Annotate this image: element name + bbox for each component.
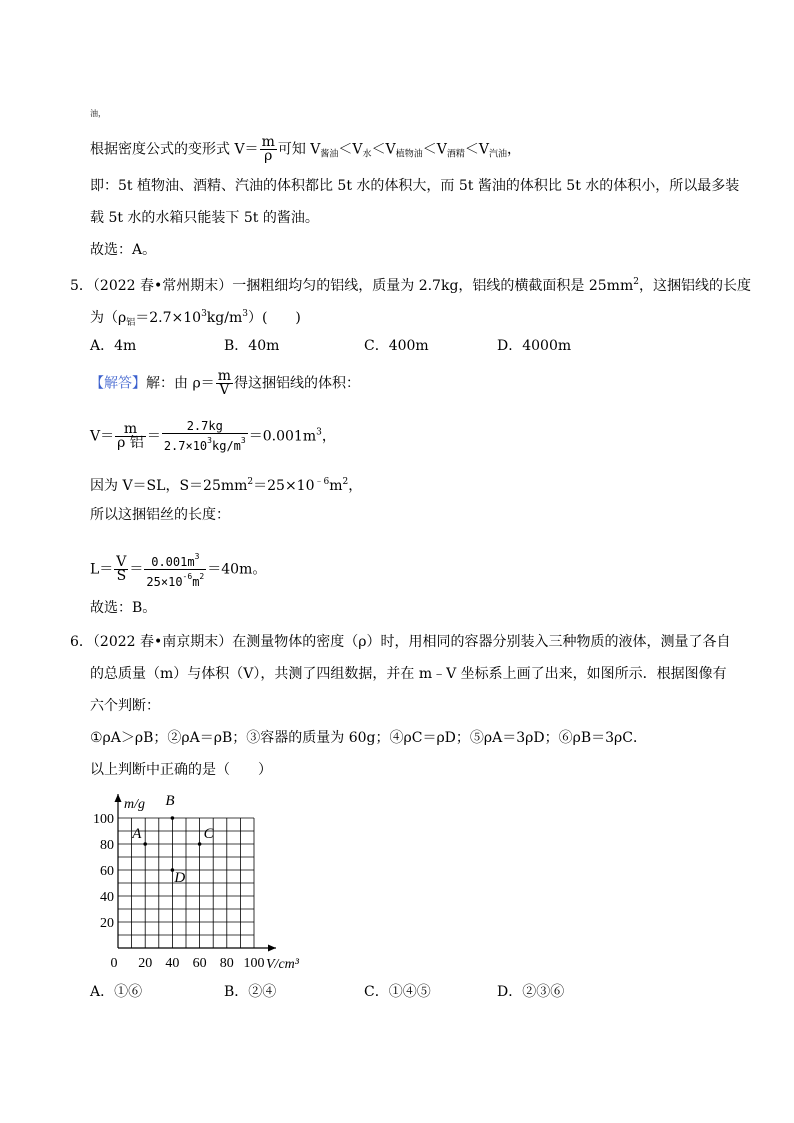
q5-text: ＝2.7×10 — [135, 310, 202, 326]
q5-option-b[interactable]: B．40m — [224, 338, 280, 354]
equals-sign: ＝ — [146, 428, 161, 445]
less-than: ＜V — [422, 141, 447, 158]
x-axis-label: V/cm³ — [266, 957, 299, 972]
fraction-numerator: 2.7kg — [162, 420, 248, 434]
superscript: 3 — [242, 309, 248, 319]
area-text: ＝25×10 — [253, 478, 315, 494]
less-than: ＜V — [338, 141, 363, 158]
solution-text: 解：由 ρ＝ — [146, 375, 215, 392]
point-a — [143, 842, 147, 846]
point-label-a: A — [132, 826, 142, 842]
q5-text: 5．（2022 春•常州期末）一捆粗细均匀的铝线，质量为 2.7kg，铝线的横截面积是 25mm — [70, 278, 634, 294]
less-than: ＜V — [464, 141, 489, 158]
top-fragment: 油， — [90, 109, 106, 118]
point-label-b: B — [165, 793, 175, 809]
y-axis-label: m/g — [124, 797, 145, 812]
q5-unit: kg/m — [206, 310, 243, 326]
q6-line-2: 的总质量（m）与体积（V），共测了四组数据，并在 m﹣V 坐标系上画了出来，如图所示．根据图像有 — [90, 666, 727, 682]
x-axis-arrow — [268, 945, 276, 952]
superscript: 3 — [201, 309, 207, 319]
superscript: 3 — [207, 436, 212, 445]
subscript-gasoline: 汽油 — [488, 149, 507, 160]
denominator-text: 25×10 — [146, 575, 183, 589]
denominator-unit: kg/m — [212, 439, 241, 453]
q5-text: 为（ρ — [90, 310, 127, 326]
numeric-fraction — [144, 550, 206, 589]
fraction-denominator: ρ 铝 — [117, 435, 144, 451]
q6-option-c[interactable]: C．①④⑤ — [364, 984, 431, 1000]
x-tick-label: 40 — [165, 956, 180, 971]
v-over-s — [114, 556, 128, 583]
q6-option-b[interactable]: B．②④ — [224, 984, 277, 1000]
equation-text: L＝ — [90, 561, 114, 578]
fraction-denominator — [144, 570, 206, 589]
q6-line-3: 六个判断： — [90, 698, 160, 714]
y-tick-label: 100 — [93, 812, 114, 827]
fraction-denominator: V — [219, 382, 230, 398]
fraction-numerator: m — [115, 423, 146, 437]
superscript: 2 — [342, 477, 349, 487]
denominator-unit: m — [192, 575, 200, 589]
fraction-numerator: m — [217, 368, 231, 384]
formula-line — [90, 136, 521, 165]
point-b — [171, 816, 175, 820]
x-tick-label: 80 — [219, 956, 234, 971]
equation-end: ， — [321, 428, 336, 445]
fraction-denominator — [162, 434, 248, 453]
q6-line-1: 6．（2022 春•南京期末）在测量物体的密度（ρ）时，用相同的容器分别装入三种物质的液体，测量了各自 — [70, 634, 731, 650]
fraction-numerator — [144, 550, 206, 570]
equation-result: ＝40m。 — [207, 561, 267, 578]
x-tick-label: 0 — [110, 956, 118, 971]
area-end: ， — [348, 478, 363, 494]
q6-option-d[interactable]: D．②③⑥ — [497, 984, 565, 1000]
fraction-numerator: V — [116, 554, 127, 570]
q5-option-c[interactable]: C．400m — [364, 338, 429, 354]
solution-tag: 【解答】 — [90, 375, 146, 392]
area-unit: m — [329, 478, 343, 494]
area-line — [90, 472, 362, 496]
solution-5-line-1 — [90, 370, 360, 397]
q5-line-1 — [70, 272, 751, 296]
fraction-denominator: ρ — [264, 148, 273, 164]
q5-option-a[interactable]: A．4m — [90, 338, 137, 354]
equals-sign: ＝ — [129, 561, 144, 578]
equation-result: ＝0.001m — [248, 428, 317, 445]
q5-line-2 — [90, 304, 301, 333]
superscript: ﹣6 — [314, 477, 330, 487]
formula-end: ， — [506, 141, 521, 158]
subscript-al: 铝 — [126, 318, 136, 328]
point-label-c: C — [203, 826, 214, 842]
q6-option-a[interactable]: A．①⑥ — [90, 984, 143, 1000]
formula-mid: 可知 V — [277, 141, 321, 158]
y-tick-label: 60 — [100, 864, 114, 879]
y-axis-arrow — [115, 794, 122, 802]
graph-ticks — [93, 812, 265, 971]
subscript-water: 水 — [362, 149, 372, 160]
x-tick-label: 60 — [192, 956, 207, 971]
superscript: -6 — [182, 572, 193, 581]
x-tick-label: 20 — [138, 956, 153, 971]
numeric-fraction — [162, 420, 248, 453]
answer-q4: 故选：A。 — [90, 242, 157, 258]
formula-prefix: 根据密度公式的变形式 V＝ — [90, 141, 259, 158]
point-label-d: D — [174, 870, 186, 886]
fraction-numerator: m — [261, 134, 275, 150]
subscript-soy: 酱油 — [320, 149, 339, 160]
q5-text-end: ，这捆铝线的长度 — [638, 278, 751, 294]
x-tick-label: 100 — [243, 956, 265, 971]
q6-question: 以上判断中正确的是（ ） — [90, 762, 272, 778]
subscript-veg-oil: 植物油 — [395, 149, 423, 160]
area-text: 因为 V＝SL，S＝25mm — [90, 478, 248, 494]
superscript: 3 — [316, 427, 322, 438]
q5-blank: ）( ) — [247, 310, 301, 326]
numerator-text: 0.001m — [151, 555, 195, 569]
m-v-graph — [80, 784, 340, 974]
superscript: 2 — [199, 572, 205, 581]
superscript: 3 — [194, 552, 200, 561]
denominator-text: 2.7×10 — [163, 439, 208, 453]
length-equation — [90, 550, 266, 589]
superscript: 2 — [633, 277, 639, 287]
point-c — [198, 842, 202, 846]
length-intro: 所以这捆铝丝的长度： — [90, 507, 230, 523]
less-than: ＜V — [371, 141, 396, 158]
superscript: 2 — [247, 477, 254, 487]
y-tick-label: 80 — [100, 838, 114, 853]
equation-text: V＝ — [90, 428, 115, 445]
q5-option-d[interactable]: D．4000m — [497, 338, 572, 354]
solution-text: 得这捆铝线的体积： — [233, 375, 360, 392]
mass-over-density — [115, 423, 146, 450]
volume-equation — [90, 420, 336, 453]
subscript-alcohol: 酒精 — [446, 149, 465, 160]
explain-line-2: 载 5t 水的水箱只能装下 5t 的酱油。 — [90, 210, 319, 226]
fraction-denominator: S — [116, 568, 127, 584]
answer-q5: 故选：B。 — [90, 600, 157, 616]
formula-fraction — [260, 136, 277, 163]
y-tick-label: 20 — [100, 916, 114, 931]
superscript: 3 — [240, 436, 246, 445]
explain-line-1: 即：5t 植物油、酒精、汽油的体积都比 5t 水的体积大，而 5t 酱油的体积比 5t 水的体积小，所以最多装 — [90, 178, 740, 194]
q6-judgements: ①ρA＞ρB；②ρA＝ρB；③容器的质量为 60g；④ρC＝ρD；⑤ρA＝3ρD；⑥ρB＝3ρC． — [90, 730, 647, 746]
density-fraction — [216, 370, 233, 397]
y-tick-label: 40 — [100, 890, 114, 905]
